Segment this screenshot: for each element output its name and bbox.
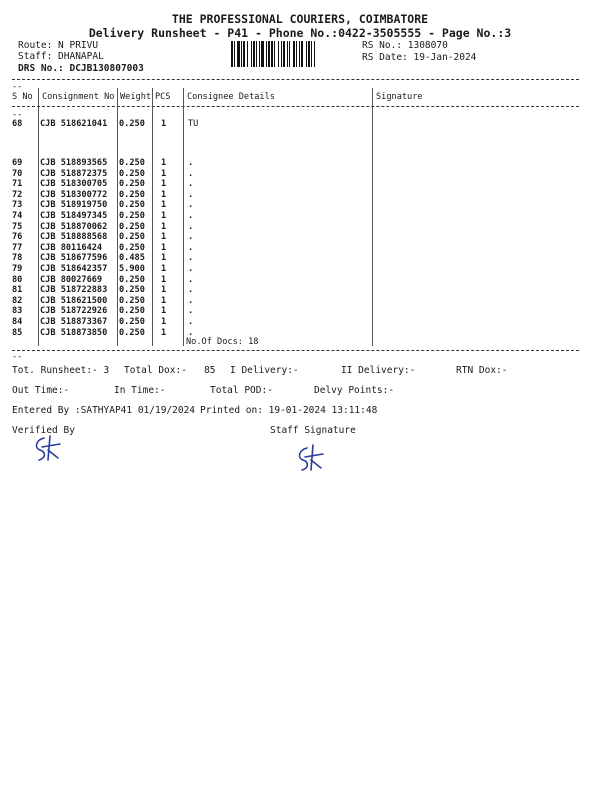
row-weight: 0.250 bbox=[119, 211, 145, 221]
divider bbox=[12, 350, 579, 351]
row-consignment: CJB 518642357 bbox=[40, 264, 108, 274]
row-consignment: CJB 80027669 bbox=[40, 274, 103, 285]
row-consignee: . bbox=[188, 232, 194, 243]
table-row bbox=[0, 306, 600, 317]
row-sno: 80 bbox=[12, 274, 23, 285]
row-consignee: . bbox=[188, 189, 194, 200]
row-weight: 0.250 bbox=[119, 232, 145, 243]
table-row bbox=[0, 158, 600, 169]
row-pcs: 1 bbox=[161, 168, 167, 179]
row-pcs: 1 bbox=[161, 274, 167, 285]
row-pcs: 1 bbox=[161, 211, 167, 221]
barcode-bar bbox=[315, 41, 318, 67]
runsheet-title: Delivery Runsheet - P41 - Phone No.:0422-3505555 - Page No.:3 bbox=[88, 26, 512, 40]
row-sno: 79 bbox=[12, 264, 23, 274]
column-header-sno: S No bbox=[12, 92, 33, 102]
row-sno: 68 bbox=[12, 119, 23, 129]
row-pcs: 1 bbox=[161, 327, 167, 338]
row-sno: 74 bbox=[12, 211, 23, 221]
table-row bbox=[0, 179, 600, 190]
row-consignment: CJB 518300705 bbox=[40, 179, 108, 190]
row-consignee: . bbox=[188, 158, 194, 168]
table-row bbox=[0, 190, 600, 201]
verified-by-label: Verified By bbox=[12, 425, 75, 436]
row-consignment: CJB 518621041 bbox=[40, 119, 108, 129]
table-row bbox=[0, 328, 600, 339]
rs-number: RS No.: 1308070 bbox=[362, 40, 448, 51]
drs-number: DRS No.: DCJB130807003 bbox=[18, 63, 144, 74]
row-consignment: CJB 518893565 bbox=[40, 158, 108, 168]
table-row bbox=[0, 211, 600, 222]
row-weight: 0.250 bbox=[119, 200, 145, 211]
row-weight: 0.250 bbox=[119, 242, 145, 253]
row-consignment: CJB 518497345 bbox=[40, 211, 108, 221]
row-weight: 0.250 bbox=[119, 317, 145, 327]
company-title: THE PROFESSIONAL COURIERS, COIMBATORE bbox=[171, 12, 429, 26]
row-consignee: . bbox=[188, 264, 194, 274]
row-pcs: 1 bbox=[161, 232, 167, 243]
table-row bbox=[0, 264, 600, 275]
table-row bbox=[0, 296, 600, 307]
row-consignment: CJB 518722883 bbox=[40, 285, 108, 296]
delvy-points: Delvy Points:- bbox=[314, 385, 395, 396]
row-pcs: 1 bbox=[161, 119, 167, 129]
row-consignee: . bbox=[188, 200, 194, 211]
row-consignment: CJB 518870062 bbox=[40, 221, 108, 232]
row-sno: 78 bbox=[12, 253, 23, 264]
row-sno: 82 bbox=[12, 295, 23, 306]
row-sno: 73 bbox=[12, 200, 23, 211]
row-weight: 0.250 bbox=[119, 274, 145, 285]
row-consignment: CJB 80116424 bbox=[40, 242, 103, 253]
table-row bbox=[0, 222, 600, 233]
row-weight: 0.250 bbox=[119, 221, 145, 232]
table-row bbox=[0, 253, 600, 264]
row-pcs: 1 bbox=[161, 200, 167, 211]
staff-signature-label: Staff Signature bbox=[270, 425, 356, 436]
row-consignment: CJB 518872375 bbox=[40, 168, 108, 179]
row-weight: 0.250 bbox=[119, 189, 145, 200]
tot-runsheet: Tot. Runsheet:- 3 bbox=[12, 365, 110, 376]
divider bbox=[12, 79, 579, 80]
row-pcs: 1 bbox=[161, 158, 167, 168]
ii-delivery: II Delivery:- bbox=[341, 365, 416, 376]
row-consignment: CJB 518873850 bbox=[40, 327, 108, 338]
row-weight: 0.250 bbox=[119, 306, 145, 317]
row-weight: 0.250 bbox=[119, 168, 145, 179]
route-label: Route: N PRIVU bbox=[18, 40, 99, 51]
row-consignee: . bbox=[188, 242, 194, 253]
table-row bbox=[0, 275, 600, 286]
row-weight: 5.900 bbox=[119, 264, 145, 274]
row-sno: 75 bbox=[12, 221, 23, 232]
row-weight: 0.250 bbox=[119, 179, 145, 190]
separator-mark: -- bbox=[12, 82, 23, 92]
out-time: Out Time:- bbox=[12, 385, 70, 396]
row-sno: 76 bbox=[12, 232, 23, 243]
column-header-consignee: Consignee Details bbox=[187, 92, 275, 102]
row-sno: 77 bbox=[12, 242, 23, 253]
row-pcs: 1 bbox=[161, 221, 167, 232]
divider bbox=[12, 106, 579, 107]
column-header-signature: Signature bbox=[376, 92, 423, 102]
column-header-weight: Weight bbox=[120, 92, 152, 102]
column-header-pcs: PCS bbox=[155, 92, 171, 102]
table-row bbox=[0, 200, 600, 211]
row-pcs: 1 bbox=[161, 295, 167, 306]
row-pcs: 1 bbox=[161, 264, 167, 274]
row-sno: 69 bbox=[12, 158, 23, 168]
row-sno: 84 bbox=[12, 317, 23, 327]
row-consignment: CJB 518722926 bbox=[40, 306, 108, 317]
row-pcs: 1 bbox=[161, 242, 167, 253]
row-pcs: 1 bbox=[161, 285, 167, 296]
row-consignee: . bbox=[188, 274, 194, 285]
staff-signature bbox=[292, 442, 326, 474]
printed-on: Printed on: 19-01-2024 13:11:48 bbox=[200, 405, 378, 416]
row-pcs: 1 bbox=[161, 253, 167, 264]
row-sno: 85 bbox=[12, 327, 23, 338]
row-weight: 0.250 bbox=[119, 285, 145, 296]
row-consignment: CJB 518300772 bbox=[40, 189, 108, 200]
verified-signature bbox=[30, 432, 64, 464]
table-row bbox=[0, 119, 600, 130]
barcode bbox=[231, 41, 356, 67]
row-consignee: . bbox=[188, 221, 194, 232]
total-pod: Total POD:- bbox=[210, 385, 273, 396]
table-row bbox=[0, 317, 600, 328]
row-consignee: . bbox=[188, 295, 194, 306]
row-consignee: . bbox=[188, 253, 194, 264]
separator-mark: -- bbox=[12, 110, 23, 120]
row-consignee: . bbox=[188, 285, 194, 296]
table-row bbox=[0, 285, 600, 296]
row-consignee: . bbox=[188, 211, 194, 221]
row-pcs: 1 bbox=[161, 189, 167, 200]
in-time: In Time:- bbox=[114, 385, 166, 396]
row-pcs: 1 bbox=[161, 317, 167, 327]
row-weight: 0.250 bbox=[119, 327, 145, 338]
row-consignee: . bbox=[188, 306, 194, 317]
rtn-dox: RTN Dox:- bbox=[456, 365, 508, 376]
rs-date: RS Date: 19-Jan-2024 bbox=[362, 52, 477, 63]
no-of-docs: No.Of Docs: 18 bbox=[186, 337, 259, 347]
column-header-consignment: Consignment No bbox=[42, 92, 115, 102]
staff-label: Staff: DHANAPAL bbox=[18, 51, 104, 62]
row-sno: 81 bbox=[12, 285, 23, 296]
row-consignment: CJB 518621500 bbox=[40, 295, 108, 306]
row-consignment: CJB 518919750 bbox=[40, 200, 108, 211]
row-consignment: CJB 518677596 bbox=[40, 253, 108, 264]
row-pcs: 1 bbox=[161, 179, 167, 190]
row-consignee: TU bbox=[188, 119, 199, 129]
table-row bbox=[0, 169, 600, 180]
row-weight: 0.250 bbox=[119, 158, 145, 168]
row-weight: 0.250 bbox=[119, 295, 145, 306]
row-sno: 71 bbox=[12, 179, 23, 190]
entered-by: Entered By :SATHYAP41 01/19/2024 bbox=[12, 405, 196, 416]
row-consignment: CJB 518888568 bbox=[40, 232, 108, 243]
row-consignee: . bbox=[188, 179, 194, 190]
row-consignee: . bbox=[188, 317, 194, 327]
total-dox: Total Dox:- 85 bbox=[124, 365, 216, 376]
row-pcs: 1 bbox=[161, 306, 167, 317]
row-consignee: . bbox=[188, 327, 194, 338]
separator-mark: -- bbox=[12, 352, 23, 362]
row-weight: 0.250 bbox=[119, 119, 145, 129]
row-weight: 0.485 bbox=[119, 253, 145, 264]
row-sno: 83 bbox=[12, 306, 23, 317]
i-delivery: I Delivery:- bbox=[230, 365, 299, 376]
row-consignment: CJB 518873367 bbox=[40, 317, 108, 327]
table-row bbox=[0, 243, 600, 254]
row-sno: 72 bbox=[12, 189, 23, 200]
row-consignee: . bbox=[188, 168, 194, 179]
row-sno: 70 bbox=[12, 168, 23, 179]
table-row bbox=[0, 232, 600, 243]
